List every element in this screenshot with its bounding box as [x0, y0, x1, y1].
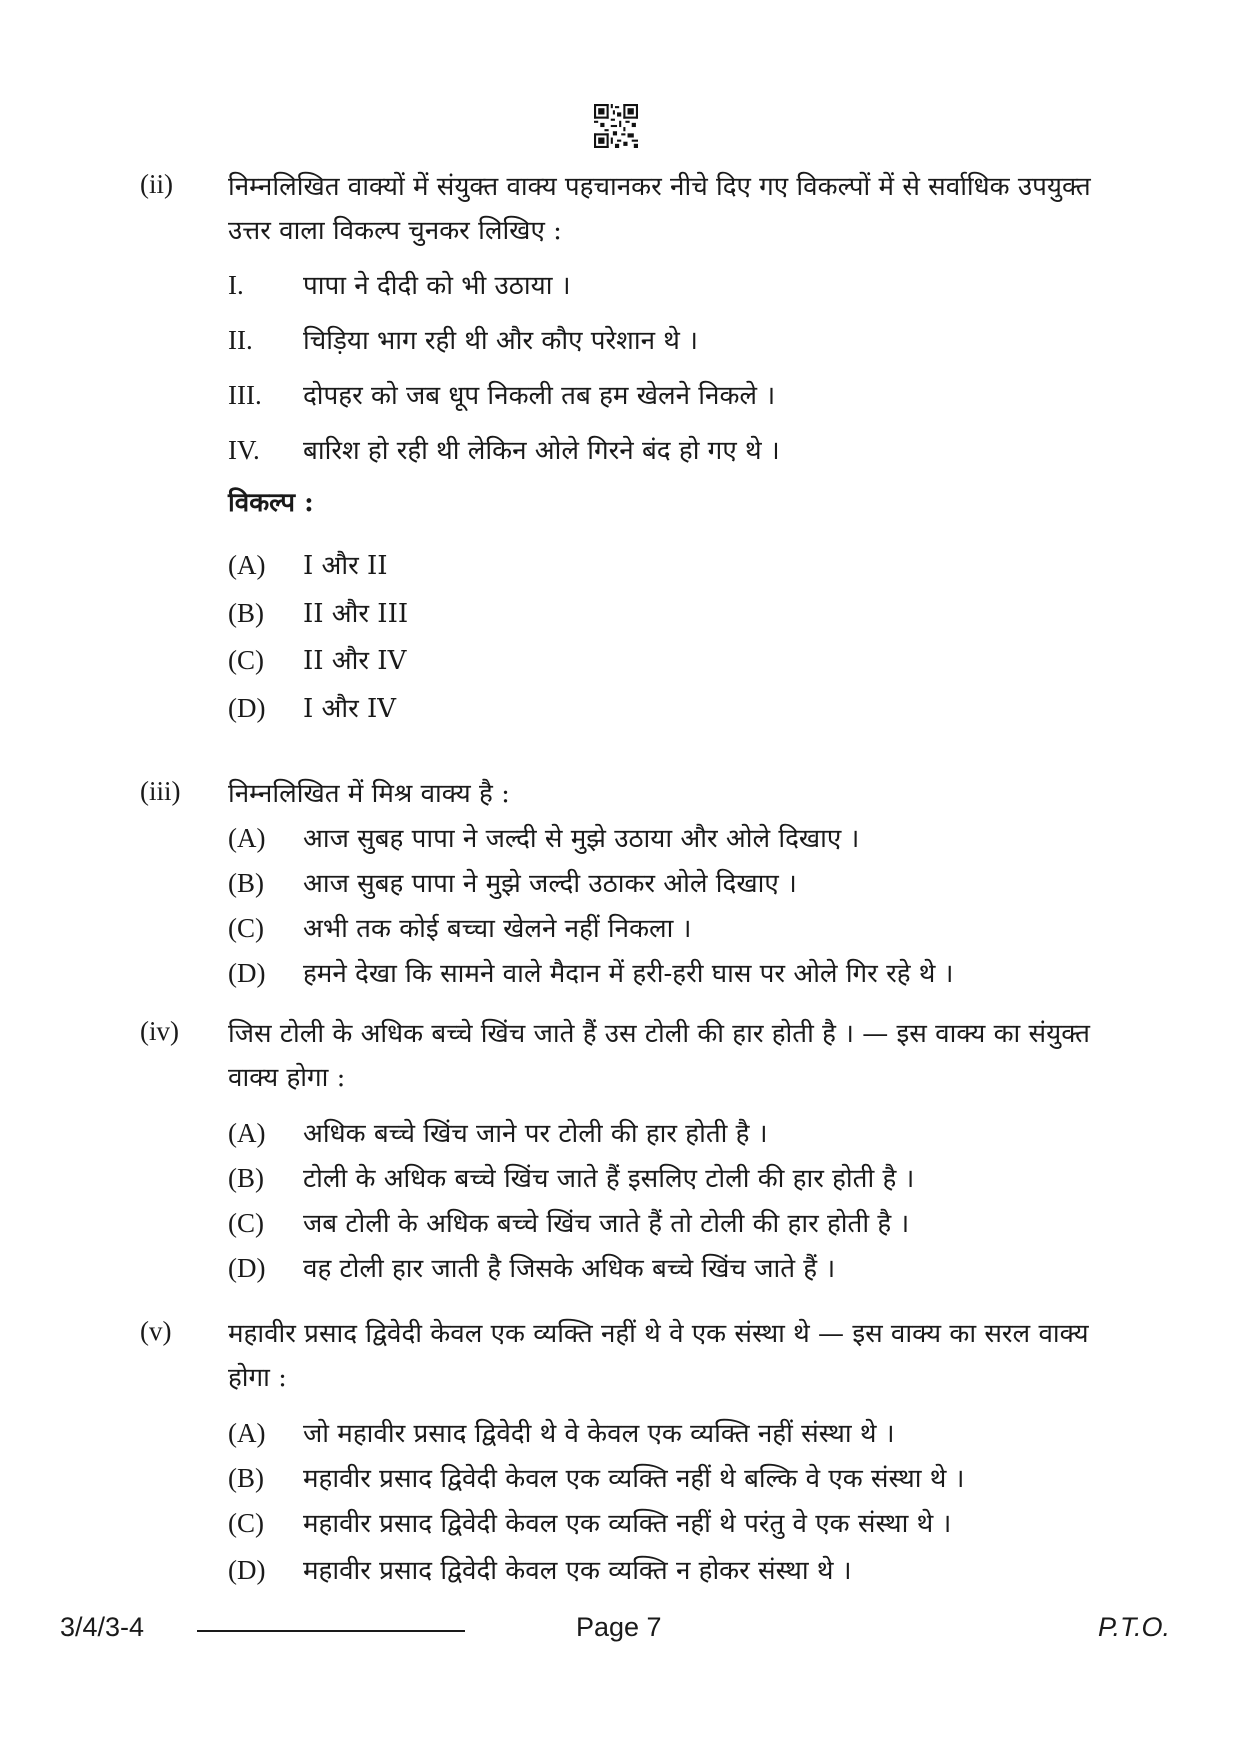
option-text: टोली के अधिक बच्चे खिंच जाते हैं इसलिए टोली की हार होती है ।	[303, 1164, 915, 1194]
option-text: आज सुबह पापा ने जल्दी से मुझे उठाया और ओले दिखाए ।	[303, 824, 860, 854]
option	[228, 953, 954, 994]
option	[228, 1113, 768, 1154]
option	[228, 1158, 914, 1199]
option-text: II और IV	[303, 646, 407, 676]
statement	[228, 430, 780, 471]
option-label: (B)	[228, 598, 264, 628]
options-heading: विकल्प :	[228, 488, 314, 518]
option-label: (C)	[228, 913, 264, 943]
question-text: जिस टोली के अधिक बच्चे खिंच जाते हैं उस टोली की हार होती है । — इस वाक्य का संयुक्त वाक्य होगा :	[228, 1019, 1090, 1093]
option	[228, 593, 408, 634]
question-iv	[140, 1012, 1130, 1100]
statement	[228, 265, 571, 306]
option-label: (D)	[228, 958, 266, 988]
option	[228, 1203, 909, 1244]
question-number: (iii)	[140, 776, 181, 806]
option-text: II और III	[303, 599, 409, 629]
option	[228, 908, 692, 949]
option-text: महावीर प्रसाद द्विवेदी केवल एक व्यक्ति नहीं थे परंतु वे एक संस्था थे ।	[303, 1509, 952, 1539]
option	[228, 863, 797, 904]
option-label: (A)	[228, 823, 266, 853]
option-label: (B)	[228, 868, 264, 898]
option-text: जो महावीर प्रसाद द्विवेदी थे वे केवल एक व्यक्ति नहीं संस्था थे ।	[303, 1419, 895, 1449]
statement	[228, 320, 698, 361]
paper-code: 3/4/3-4	[60, 1612, 145, 1642]
question-iii	[140, 772, 1130, 816]
option-label: (C)	[228, 645, 264, 675]
option-text: I और IV	[303, 694, 397, 724]
option	[228, 1503, 951, 1544]
question-number: (v)	[140, 1316, 172, 1346]
question-text: महावीर प्रसाद द्विवेदी केवल एक व्यक्ति नहीं थे वे एक संस्था थे — इस वाक्य का सरल वाक्य होगा :	[228, 1319, 1089, 1393]
statement-text: बारिश हो रही थी लेकिन ओले गिरने बंद हो गए थे ।	[303, 436, 780, 466]
option-label: (A)	[228, 1418, 266, 1448]
option	[228, 1550, 852, 1591]
question-text: निम्नलिखित में मिश्र वाक्य है :	[228, 779, 510, 809]
option-text: अधिक बच्चे खिंच जाने पर टोली की हार होती है ।	[303, 1119, 768, 1149]
statement-label: I.	[228, 270, 244, 300]
option-text: I और II	[303, 551, 388, 581]
option-label: (D)	[228, 1555, 266, 1585]
statement-label: III.	[228, 380, 262, 410]
qr-code	[594, 104, 638, 148]
question-number: (ii)	[140, 169, 173, 199]
option-label: (B)	[228, 1163, 264, 1193]
option-text: वह टोली हार जाती है जिसके अधिक बच्चे खिंच जाते हैं ।	[303, 1254, 836, 1284]
option	[228, 1458, 964, 1499]
option	[228, 688, 396, 729]
option	[228, 1248, 835, 1289]
statement-label: IV.	[228, 435, 260, 465]
statement-text: पापा ने दीदी को भी उठाया ।	[303, 271, 571, 301]
option-text: महावीर प्रसाद द्विवेदी केवल एक व्यक्ति न होकर संस्था थे ।	[303, 1556, 852, 1586]
question-v	[140, 1312, 1130, 1400]
pto-label: P.T.O.	[1098, 1612, 1171, 1642]
option-label: (D)	[228, 1253, 266, 1283]
question-ii	[140, 165, 1130, 253]
question-text: निम्नलिखित वाक्यों में संयुक्त वाक्य पहचानकर नीचे दिए गए विकल्पों में से सर्वाधिक उपयुक्त उत्तर वाला विकल्प चुनकर लिखिए :	[228, 172, 1091, 246]
option-text: अभी तक कोई बच्चा खेलने नहीं निकला ।	[303, 914, 692, 944]
statement-text: दोपहर को जब धूप निकली तब हम खेलने निकले ।	[303, 381, 776, 411]
option-label: (C)	[228, 1208, 264, 1238]
footer-divider	[197, 1630, 465, 1632]
page-number: Page 7	[576, 1612, 662, 1642]
option-text: जब टोली के अधिक बच्चे खिंच जाते हैं तो टोली की हार होती है ।	[303, 1209, 910, 1239]
statement-label: II.	[228, 325, 253, 355]
option	[228, 545, 388, 586]
option-label: (A)	[228, 1118, 266, 1148]
option-label: (C)	[228, 1508, 264, 1538]
option	[228, 818, 859, 859]
statement-text: चिड़िया भाग रही थी और कौए परेशान थे ।	[303, 326, 699, 356]
option-text: आज सुबह पापा ने मुझे जल्दी उठाकर ओले दिखाए ।	[303, 869, 797, 899]
option	[228, 1413, 895, 1454]
option-text: हमने देखा कि सामने वाले मैदान में हरी-हरी घास पर ओले गिर रहे थे ।	[303, 959, 954, 989]
option	[228, 640, 406, 681]
option-label: (A)	[228, 550, 266, 580]
option-label: (B)	[228, 1463, 264, 1493]
option-text: महावीर प्रसाद द्विवेदी केवल एक व्यक्ति नहीं थे बल्कि वे एक संस्था थे ।	[303, 1464, 965, 1494]
option-label: (D)	[228, 693, 266, 723]
statement	[228, 375, 775, 416]
question-number: (iv)	[140, 1016, 179, 1046]
